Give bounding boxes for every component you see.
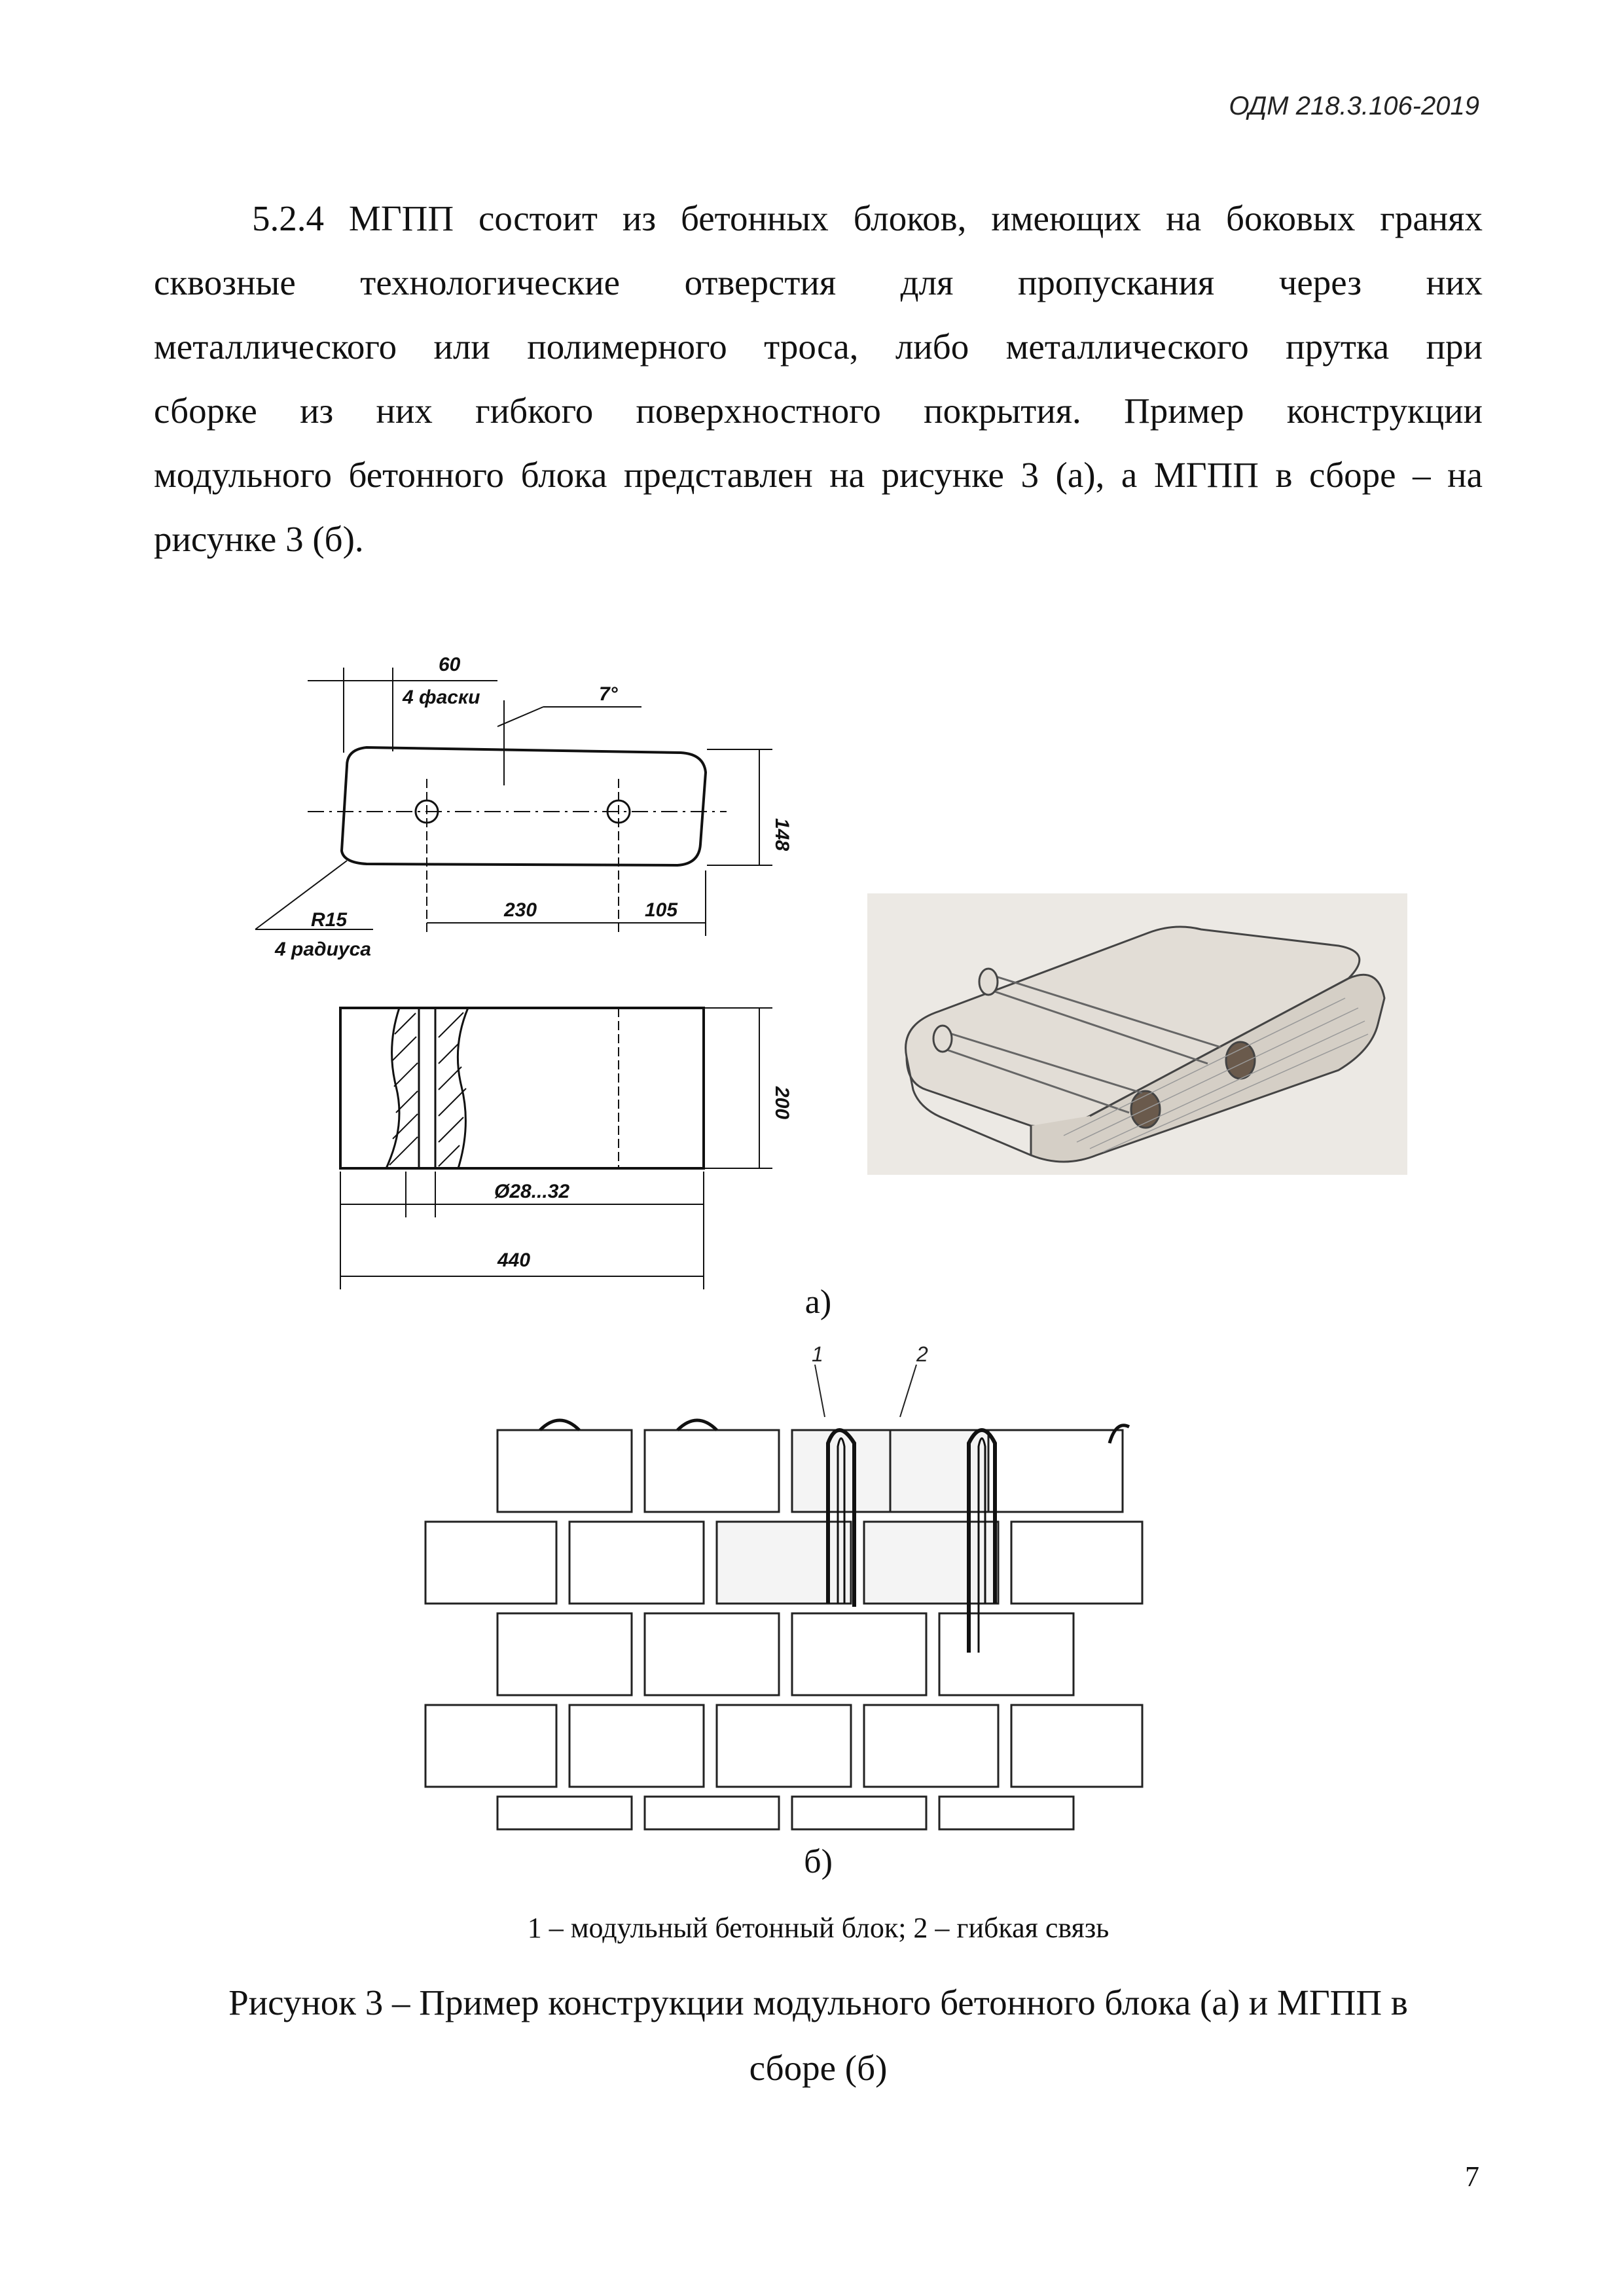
dim-r15: R15 — [311, 909, 348, 931]
document-code: ОДМ 218.3.106-2019 — [1229, 92, 1479, 120]
page-number: 7 — [1465, 2161, 1479, 2193]
dim-105: 105 — [645, 899, 678, 921]
figure-title-line-1: Рисунок 3 – Пример конструкции модульного бетонного блока (а) и МГПП в — [228, 1982, 1408, 2022]
dim-230: 230 — [504, 899, 537, 921]
assembled-coating-drawing — [419, 1345, 1198, 1833]
paragraph-line-4: сборке из них гибкого поверхностного покрытия. Пример конструкции — [154, 391, 1483, 431]
paragraph-line-3: металлического или полимерного троса, либо металлического прутка при — [154, 327, 1483, 367]
dim-diameter: Ø28...32 — [494, 1181, 570, 1202]
callout-2: 2 — [916, 1345, 928, 1366]
block-sketch-image — [867, 893, 1407, 1175]
paragraph-line-5: модульного бетонного блока представлен на рисунке 3 (а), а МГПП в сборе – на — [154, 455, 1483, 495]
figure-title-line-2: сборе (б) — [749, 2048, 888, 2088]
dim-angle: 7° — [599, 683, 618, 705]
dim-200: 200 — [771, 1086, 793, 1120]
figure-legend: 1 – модульный бетонный блок; 2 – гибкая связь — [527, 1912, 1110, 1944]
paragraph-line-6: рисунке 3 (б). — [154, 519, 364, 559]
dim-radii: 4 радиуса — [275, 939, 371, 960]
paragraph-line-1: 5.2.4 МГПП состоит из бетонных блоков, имеющих на боковых гранях — [252, 198, 1483, 238]
dim-440: 440 — [497, 1249, 531, 1271]
dim-chamfers: 4 фаски — [403, 687, 480, 708]
subfigure-caption-a: а) — [804, 1283, 832, 1321]
figure-title — [154, 1970, 1483, 2101]
subfigure-caption-b: б) — [804, 1843, 833, 1880]
callout-1: 1 — [812, 1345, 823, 1366]
dim-60: 60 — [439, 654, 461, 675]
paragraph-line-2: сквозные технологические отверстия для пропускания через них — [154, 262, 1483, 302]
dim-148: 148 — [771, 818, 793, 852]
